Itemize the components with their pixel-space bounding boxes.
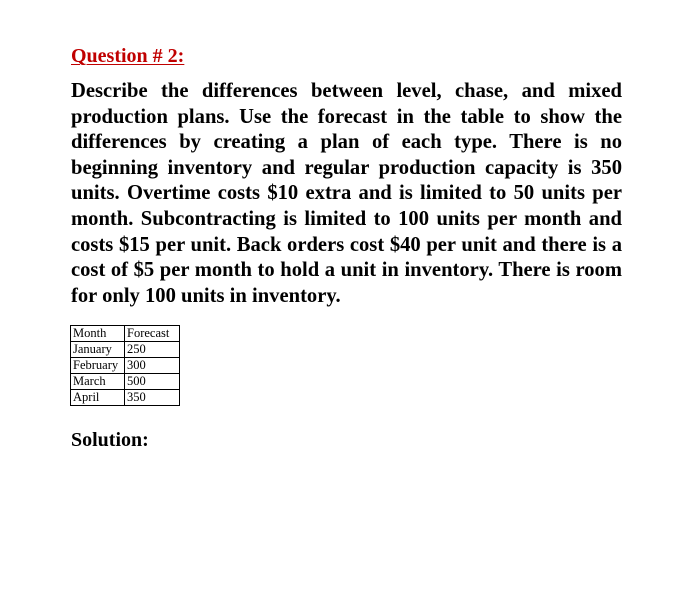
month-cell: March [71,374,125,390]
table-row [71,358,180,374]
table-row [71,390,180,406]
month-cell: February [71,358,125,374]
forecast-cell: 500 [125,374,180,390]
forecast-cell: 300 [125,358,180,374]
question-body: Describe the differences between level, chase, and mixed production plans. Use the forecast in the table to show the differences by creating a plan of each type. There is no beginning inventory and regular production capacity is 350 units. Overtime costs $10 extra and is limited to 50 units per month. Subcontracting is limited to 100 units per month and costs $15 per unit. Back orders cost $40 per unit and there is a cost of $5 per month to hold a unit in inventory. There is room for only 100 units in inventory. [71,80,622,307]
table-row [71,374,180,390]
table-header-row [71,326,180,342]
forecast-table [70,325,180,406]
column-header-forecast: Forecast [125,326,180,342]
forecast-cell: 350 [125,390,180,406]
solution-label: Solution: [71,429,149,451]
column-header-month: Month [71,326,125,342]
question-heading: Question # 2: [71,45,185,67]
table-row [71,342,180,358]
month-cell: January [71,342,125,358]
month-cell: April [71,390,125,406]
forecast-cell: 250 [125,342,180,358]
